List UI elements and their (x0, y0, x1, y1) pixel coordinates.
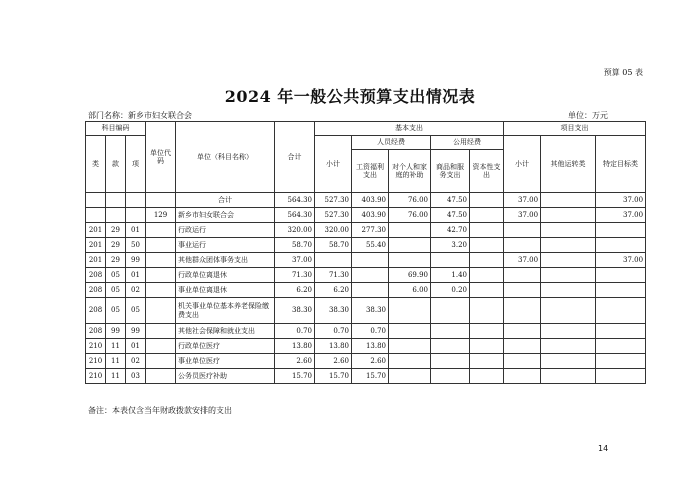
cell-total: 0.70 (275, 324, 315, 339)
cell-goods (431, 339, 470, 354)
cell-individual: 76.00 (389, 193, 431, 208)
cell-basic-subtotal: 0.70 (315, 324, 352, 339)
header-unit-code: 单位代码 (146, 122, 176, 193)
cell-lei: 208 (86, 298, 106, 324)
cell-goods: 1.40 (431, 268, 470, 283)
header-personnel: 人员经费 (352, 136, 431, 150)
cell-specific (596, 223, 646, 238)
cell-kuan: 29 (106, 253, 126, 268)
cell-lei: 210 (86, 339, 106, 354)
cell-specific: 37.00 (596, 253, 646, 268)
cell-goods: 47.50 (431, 208, 470, 223)
budget-table (85, 121, 646, 384)
cell-individual: 6.00 (389, 283, 431, 298)
footnote: 备注：本表仅含当年财政拨款安排的支出 (88, 406, 232, 415)
cell-kuan: 99 (106, 324, 126, 339)
cell-salary (352, 283, 389, 298)
cell-specific (596, 268, 646, 283)
header-individual-subsidy: 对个人和家庭的补助 (389, 150, 431, 193)
cell-name: 行政单位医疗 (176, 339, 275, 354)
table-row (86, 253, 646, 268)
cell-specific (596, 298, 646, 324)
cell-individual (389, 324, 431, 339)
cell-salary: 277.30 (352, 223, 389, 238)
cell-other (541, 369, 596, 384)
cell-xiang: 02 (126, 354, 146, 369)
cell-individual (389, 238, 431, 253)
cell-total: 6.20 (275, 283, 315, 298)
cell-project-subtotal (504, 283, 541, 298)
cell-unit-code (146, 283, 176, 298)
header-total: 合计 (275, 122, 315, 193)
cell-unit-code (146, 238, 176, 253)
table-row (86, 324, 646, 339)
table-row (86, 208, 646, 223)
cell-salary: 403.90 (352, 208, 389, 223)
cell-other (541, 283, 596, 298)
cell-other (541, 354, 596, 369)
cell-name: 新乡市妇女联合会 (176, 208, 275, 223)
cell-lei: 210 (86, 354, 106, 369)
header-basic-expense: 基本支出 (315, 122, 504, 136)
header-lei: 类 (86, 136, 106, 193)
cell-salary: 38.30 (352, 298, 389, 324)
cell-other (541, 193, 596, 208)
cell-other (541, 339, 596, 354)
cell-basic-subtotal: 13.80 (315, 339, 352, 354)
cell-unit-code (146, 369, 176, 384)
cell-total: 13.80 (275, 339, 315, 354)
cell-xiang: 99 (126, 324, 146, 339)
cell-project-subtotal (504, 339, 541, 354)
cell-salary: 0.70 (352, 324, 389, 339)
cell-capital (470, 208, 504, 223)
cell-capital (470, 324, 504, 339)
cell-name: 事业单位离退休 (176, 283, 275, 298)
cell-lei: 210 (86, 369, 106, 384)
cell-capital (470, 369, 504, 384)
budget-table-body (86, 193, 646, 384)
cell-salary: 15.70 (352, 369, 389, 384)
cell-individual: 69.90 (389, 268, 431, 283)
cell-kuan: 05 (106, 298, 126, 324)
cell-name: 行政单位离退休 (176, 268, 275, 283)
cell-other (541, 324, 596, 339)
cell-name: 其他社会保障和就业支出 (176, 324, 275, 339)
cell-capital (470, 238, 504, 253)
table-row (86, 268, 646, 283)
cell-xiang (126, 208, 146, 223)
cell-lei: 201 (86, 223, 106, 238)
cell-project-subtotal (504, 268, 541, 283)
header-subject-code: 科目编码 (86, 122, 146, 136)
cell-specific: 37.00 (596, 208, 646, 223)
cell-lei: 201 (86, 238, 106, 253)
cell-project-subtotal: 37.00 (504, 193, 541, 208)
cell-goods (431, 253, 470, 268)
cell-xiang: 02 (126, 283, 146, 298)
cell-lei (86, 208, 106, 223)
cell-basic-subtotal: 527.30 (315, 208, 352, 223)
cell-project-subtotal (504, 238, 541, 253)
header-goods-services: 商品和服务支出 (431, 150, 470, 193)
cell-total: 71.30 (275, 268, 315, 283)
cell-individual (389, 369, 431, 384)
header-xiang: 项 (126, 136, 146, 193)
cell-lei: 208 (86, 268, 106, 283)
cell-other (541, 268, 596, 283)
department-label: 部门名称：新乡市妇女联合会 (88, 111, 192, 120)
cell-kuan: 11 (106, 354, 126, 369)
page-title: 2024 年一般公共预算支出情况表 (224, 87, 476, 106)
cell-specific (596, 339, 646, 354)
cell-lei (86, 193, 106, 208)
cell-kuan: 29 (106, 238, 126, 253)
cell-xiang: 01 (126, 268, 146, 283)
cell-kuan (106, 208, 126, 223)
cell-name: 事业单位医疗 (176, 354, 275, 369)
cell-xiang: 01 (126, 223, 146, 238)
cell-kuan: 11 (106, 369, 126, 384)
cell-lei: 201 (86, 253, 106, 268)
cell-salary: 2.60 (352, 354, 389, 369)
cell-name: 公务员医疗补助 (176, 369, 275, 384)
cell-name: 合计 (176, 193, 275, 208)
cell-total: 58.70 (275, 238, 315, 253)
cell-unit-code (146, 268, 176, 283)
cell-total: 37.00 (275, 253, 315, 268)
cell-other (541, 253, 596, 268)
cell-goods: 47.50 (431, 193, 470, 208)
doc-code: 预算 05 表 (603, 68, 643, 77)
header-kuan: 款 (106, 136, 126, 193)
cell-unit-code (146, 253, 176, 268)
cell-total: 38.30 (275, 298, 315, 324)
cell-capital (470, 339, 504, 354)
cell-capital (470, 223, 504, 238)
cell-capital (470, 193, 504, 208)
cell-goods: 3.20 (431, 238, 470, 253)
table-row (86, 283, 646, 298)
header-public: 公用经费 (431, 136, 504, 150)
cell-specific (596, 324, 646, 339)
cell-name: 行政运行 (176, 223, 275, 238)
cell-basic-subtotal: 38.30 (315, 298, 352, 324)
header-other-transfer: 其他运转类 (541, 136, 596, 193)
cell-xiang: 01 (126, 339, 146, 354)
cell-kuan: 05 (106, 283, 126, 298)
cell-individual: 76.00 (389, 208, 431, 223)
header-row-1 (86, 122, 646, 136)
unit-label: 单位：万元 (568, 111, 608, 120)
cell-kuan (106, 193, 126, 208)
cell-name: 事业运行 (176, 238, 275, 253)
cell-individual (389, 354, 431, 369)
cell-xiang: 50 (126, 238, 146, 253)
cell-unit-code (146, 339, 176, 354)
cell-other (541, 238, 596, 253)
cell-specific: 37.00 (596, 193, 646, 208)
cell-salary: 55.40 (352, 238, 389, 253)
cell-capital (470, 298, 504, 324)
cell-lei: 208 (86, 283, 106, 298)
cell-specific (596, 238, 646, 253)
cell-goods: 42.70 (431, 223, 470, 238)
header-specific-target: 特定目标类 (596, 136, 646, 193)
cell-total: 564.30 (275, 208, 315, 223)
cell-individual (389, 253, 431, 268)
cell-unit-code (146, 193, 176, 208)
table-row (86, 223, 646, 238)
cell-goods: 0.20 (431, 283, 470, 298)
cell-individual (389, 298, 431, 324)
cell-specific (596, 283, 646, 298)
cell-total: 320.00 (275, 223, 315, 238)
cell-name: 机关事业单位基本养老保险缴费支出 (176, 298, 275, 324)
table-row (86, 369, 646, 384)
cell-unit-code (146, 324, 176, 339)
header-project-expense: 项目支出 (504, 122, 646, 136)
cell-specific (596, 354, 646, 369)
cell-project-subtotal: 37.00 (504, 208, 541, 223)
cell-capital (470, 253, 504, 268)
cell-xiang: 99 (126, 253, 146, 268)
cell-basic-subtotal: 71.30 (315, 268, 352, 283)
cell-goods (431, 354, 470, 369)
cell-total: 564.30 (275, 193, 315, 208)
cell-project-subtotal (504, 298, 541, 324)
cell-project-subtotal (504, 354, 541, 369)
table-row (86, 238, 646, 253)
header-project-subtotal: 小计 (504, 136, 541, 193)
table-row (86, 298, 646, 324)
cell-individual (389, 223, 431, 238)
cell-xiang: 03 (126, 369, 146, 384)
cell-salary: 403.90 (352, 193, 389, 208)
page-number: 14 (598, 444, 609, 453)
cell-unit-code (146, 223, 176, 238)
cell-basic-subtotal: 320.00 (315, 223, 352, 238)
cell-project-subtotal: 37.00 (504, 253, 541, 268)
table-row (86, 354, 646, 369)
cell-specific (596, 369, 646, 384)
header-unit-name: 单位（科目名称） (176, 122, 275, 193)
cell-project-subtotal (504, 223, 541, 238)
cell-capital (470, 268, 504, 283)
cell-lei: 208 (86, 324, 106, 339)
cell-xiang: 05 (126, 298, 146, 324)
cell-kuan: 05 (106, 268, 126, 283)
cell-basic-subtotal (315, 253, 352, 268)
cell-basic-subtotal: 15.70 (315, 369, 352, 384)
cell-xiang (126, 193, 146, 208)
table-row (86, 193, 646, 208)
cell-goods (431, 298, 470, 324)
cell-capital (470, 354, 504, 369)
header-salary-welfare: 工资福利支出 (352, 150, 389, 193)
cell-other (541, 223, 596, 238)
cell-basic-subtotal: 2.60 (315, 354, 352, 369)
cell-individual (389, 339, 431, 354)
cell-basic-subtotal: 58.70 (315, 238, 352, 253)
cell-salary (352, 268, 389, 283)
cell-other (541, 298, 596, 324)
cell-project-subtotal (504, 324, 541, 339)
cell-total: 15.70 (275, 369, 315, 384)
header-capital: 资本性支出 (470, 150, 504, 193)
cell-salary (352, 253, 389, 268)
cell-unit-code (146, 298, 176, 324)
cell-goods (431, 369, 470, 384)
cell-kuan: 11 (106, 339, 126, 354)
header-basic-subtotal: 小计 (315, 136, 352, 193)
cell-name: 其他群众团体事务支出 (176, 253, 275, 268)
cell-goods (431, 324, 470, 339)
table-row (86, 339, 646, 354)
cell-unit-code: 129 (146, 208, 176, 223)
cell-unit-code (146, 354, 176, 369)
cell-basic-subtotal: 6.20 (315, 283, 352, 298)
cell-kuan: 29 (106, 223, 126, 238)
cell-total: 2.60 (275, 354, 315, 369)
cell-basic-subtotal: 527.30 (315, 193, 352, 208)
cell-other (541, 208, 596, 223)
cell-capital (470, 283, 504, 298)
cell-project-subtotal (504, 369, 541, 384)
cell-salary: 13.80 (352, 339, 389, 354)
